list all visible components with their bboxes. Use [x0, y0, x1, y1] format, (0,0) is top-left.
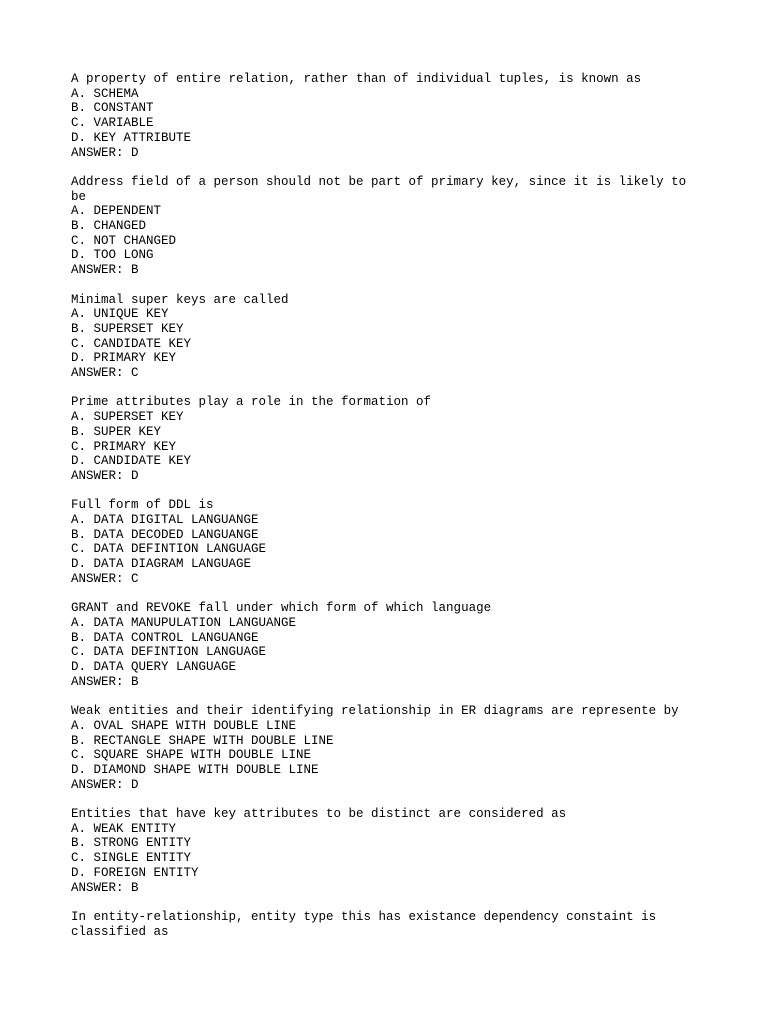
option-d: D. KEY ATTRIBUTE [71, 130, 192, 145]
question-text: Minimal super keys are called [71, 292, 289, 307]
question-text: Entities that have key attributes to be distinct are considered as [71, 807, 567, 822]
answer-line: ANSWER: B [71, 880, 139, 895]
question-text: Address field of a person should not be part of primary key, since it is likely to be [71, 174, 687, 204]
option-a: A. UNIQUE KEY [71, 307, 169, 322]
question-text: Weak entities and their identifying relationship in ER diagrams are represente by [71, 704, 679, 719]
option-b: B. DATA CONTROL LANGUANGE [71, 630, 259, 645]
option-b: B. CONSTANT [71, 101, 154, 116]
question-block [71, 175, 711, 278]
answer-line: ANSWER: C [71, 571, 139, 586]
option-a: A. WEAK ENTITY [71, 821, 177, 836]
question-text: In entity-relationship, entity type this has existance dependency constaint is classified as [71, 909, 657, 939]
option-d: D. CANDIDATE KEY [71, 454, 192, 469]
option-b: B. CHANGED [71, 219, 147, 234]
option-c: C. SQUARE SHAPE WITH DOUBLE LINE [71, 748, 312, 763]
option-c: C. PRIMARY KEY [71, 439, 177, 454]
option-a: A. SUPERSET KEY [71, 410, 184, 425]
option-b: B. SUPERSET KEY [71, 321, 184, 336]
option-a: A. OVAL SHAPE WITH DOUBLE LINE [71, 718, 297, 733]
option-b: B. SUPER KEY [71, 424, 162, 439]
question-block [71, 293, 711, 381]
option-b: B. RECTANGLE SHAPE WITH DOUBLE LINE [71, 733, 334, 748]
answer-line: ANSWER: D [71, 468, 139, 483]
question-text: Full form of DDL is [71, 498, 214, 513]
option-d: D. TOO LONG [71, 248, 154, 263]
option-a: A. DEPENDENT [71, 204, 162, 219]
question-block [71, 910, 711, 939]
question-text: GRANT and REVOKE fall under which form of which language [71, 601, 492, 616]
option-c: C. DATA DEFINTION LANGUAGE [71, 542, 267, 557]
option-d: D. DIAMOND SHAPE WITH DOUBLE LINE [71, 762, 319, 777]
answer-line: ANSWER: B [71, 263, 139, 278]
question-text: Prime attributes play a role in the formation of [71, 395, 432, 410]
mcq-document [71, 72, 711, 954]
question-block [71, 601, 711, 689]
question-block [71, 72, 711, 160]
answer-line: ANSWER: D [71, 777, 139, 792]
answer-line: ANSWER: D [71, 145, 139, 160]
question-block [71, 807, 711, 895]
option-c: C. DATA DEFINTION LANGUAGE [71, 645, 267, 660]
question-block [71, 704, 711, 792]
option-c: C. VARIABLE [71, 116, 154, 131]
answer-line: ANSWER: C [71, 366, 139, 381]
option-c: C. NOT CHANGED [71, 233, 177, 248]
question-text: A property of entire relation, rather than of individual tuples, is known as [71, 72, 642, 86]
option-d: D. DATA QUERY LANGUAGE [71, 660, 237, 675]
option-d: D. FOREIGN ENTITY [71, 865, 199, 880]
question-block [71, 498, 711, 586]
answer-line: ANSWER: B [71, 674, 139, 689]
option-a: A. DATA MANUPULATION LANGUANGE [71, 615, 297, 630]
question-block [71, 395, 711, 483]
option-a: A. SCHEMA [71, 86, 139, 101]
option-c: C. SINGLE ENTITY [71, 851, 192, 866]
option-b: B. DATA DECODED LANGUANGE [71, 527, 259, 542]
option-d: D. DATA DIAGRAM LANGUAGE [71, 557, 252, 572]
option-c: C. CANDIDATE KEY [71, 336, 192, 351]
option-a: A. DATA DIGITAL LANGUANGE [71, 513, 259, 528]
option-b: B. STRONG ENTITY [71, 836, 192, 851]
option-d: D. PRIMARY KEY [71, 351, 177, 366]
